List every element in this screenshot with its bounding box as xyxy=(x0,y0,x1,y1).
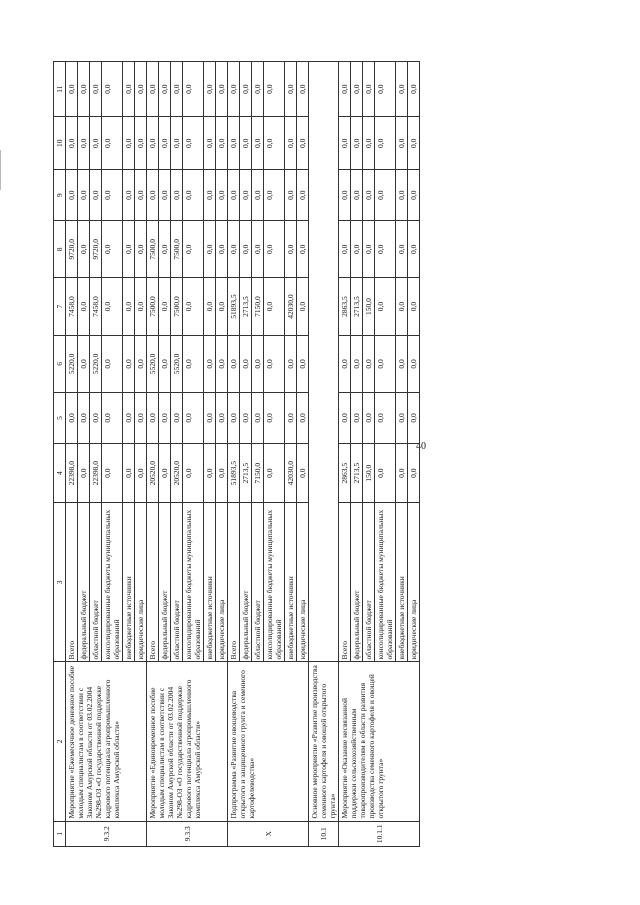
funding-source: юридические лица xyxy=(408,503,420,662)
value-cell: 0,0 xyxy=(240,62,252,117)
funding-source: федеральный бюджет xyxy=(351,503,363,662)
value-cell: 0,0 xyxy=(147,170,159,221)
value-cell: 0,0 xyxy=(264,221,285,278)
value-cell: 0,0 xyxy=(375,393,396,444)
section-code: 9.3.2 xyxy=(66,821,147,846)
value-cell: 7500,0 xyxy=(171,278,183,335)
section-title: Основное мероприятие «Развитие производства семенного картофеля и овощей открытого грунта» xyxy=(309,662,339,821)
value-cell: 9720,0 xyxy=(90,221,102,278)
value-cell: 0,0 xyxy=(123,62,135,117)
value-cell: 0,0 xyxy=(78,278,90,335)
value-cell: 0,0 xyxy=(216,278,228,335)
value-cell: 0,0 xyxy=(102,278,123,335)
value-cell: 0,0 xyxy=(228,170,240,221)
value-cell: 0,0 xyxy=(375,278,396,335)
value-cell: 0,0 xyxy=(159,117,171,170)
value-cell: 0,0 xyxy=(396,221,408,278)
value-cell: 0,0 xyxy=(183,278,204,335)
value-cell: 0,0 xyxy=(228,393,240,444)
page-number: 40 xyxy=(416,441,426,452)
value-cell: 0,0 xyxy=(264,278,285,335)
value-cell: 0,0 xyxy=(297,393,309,444)
value-cell: 0,0 xyxy=(204,221,216,278)
value-cell: 9720,0 xyxy=(66,221,78,278)
value-cell: 0,0 xyxy=(102,393,123,444)
value-cell: 0,0 xyxy=(78,443,90,502)
value-cell: 0,0 xyxy=(396,393,408,444)
funding-source: внебюджетные источники xyxy=(204,503,216,662)
value-cell: 0,0 xyxy=(147,117,159,170)
value-cell: 0,0 xyxy=(204,170,216,221)
value-cell: 7150,0 xyxy=(252,278,264,335)
value-cell: 0,0 xyxy=(264,170,285,221)
table-body xyxy=(54,62,420,847)
value-cell: 0,0 xyxy=(102,335,123,392)
value-cell: 0,0 xyxy=(297,278,309,335)
value-cell: 0,0 xyxy=(147,393,159,444)
section-title: Мероприятие «Ежемесячное денежное пособие молодым специалистам в соответствии с Законом Амурской области от 03.02.2004 №298-ОЗ «О государственной поддержке кадрового потенциала агропромышленного комплекса Амурской области» xyxy=(66,662,147,821)
value-cell: 0,0 xyxy=(159,443,171,502)
value-cell: 0,0 xyxy=(123,335,135,392)
funding-source: внебюджетные источники xyxy=(396,503,408,662)
value-cell: 0,0 xyxy=(285,62,297,117)
funding-source: консолидированные бюджеты муниципальных образований xyxy=(102,503,123,662)
value-cell: 5220,0 xyxy=(90,335,102,392)
value-cell: 0,0 xyxy=(159,221,171,278)
value-cell: 0,0 xyxy=(78,335,90,392)
table-row xyxy=(228,62,240,847)
value-cell: 0,0 xyxy=(135,278,147,335)
value-cell: 0,0 xyxy=(339,117,351,170)
value-cell: 0,0 xyxy=(408,170,420,221)
value-cell: 0,0 xyxy=(183,170,204,221)
value-cell: 0,0 xyxy=(252,393,264,444)
value-cell: 0,0 xyxy=(159,278,171,335)
value-cell: 7150,0 xyxy=(252,443,264,502)
value-cell: 0,0 xyxy=(363,62,375,117)
value-cell: 0,0 xyxy=(252,170,264,221)
value-cell: 0,0 xyxy=(252,221,264,278)
funding-source: Всего xyxy=(339,503,351,662)
header-cell: 10 xyxy=(54,117,66,170)
value-cell: 0,0 xyxy=(135,117,147,170)
value-cell: 0,0 xyxy=(228,221,240,278)
value-cell: 0,0 xyxy=(102,221,123,278)
value-cell: 0,0 xyxy=(297,62,309,117)
value-cell: 0,0 xyxy=(285,170,297,221)
value-cell: 0,0 xyxy=(339,393,351,444)
value-cell: 0,0 xyxy=(297,443,309,502)
value-cell: 0,0 xyxy=(216,443,228,502)
value-cell: 0,0 xyxy=(285,117,297,170)
value-cell: 5220,0 xyxy=(66,335,78,392)
value-cell: 0,0 xyxy=(351,335,363,392)
empty-cell xyxy=(309,62,339,662)
value-cell: 0,0 xyxy=(240,170,252,221)
value-cell: 0,0 xyxy=(375,62,396,117)
value-cell: 0,0 xyxy=(339,221,351,278)
value-cell: 0,0 xyxy=(159,335,171,392)
value-cell: 0,0 xyxy=(351,170,363,221)
value-cell: 42030,0 xyxy=(285,443,297,502)
header-cell: 3 xyxy=(54,503,66,662)
funding-source: консолидированные бюджеты муниципальных образований xyxy=(264,503,285,662)
section-row xyxy=(309,62,339,847)
value-cell: 0,0 xyxy=(375,170,396,221)
header-cell: 4 xyxy=(54,443,66,502)
value-cell: 0,0 xyxy=(339,335,351,392)
value-cell: 0,0 xyxy=(204,278,216,335)
value-cell: 0,0 xyxy=(297,170,309,221)
value-cell: 0,0 xyxy=(252,335,264,392)
rotated-table-container xyxy=(53,61,618,847)
value-cell: 0,0 xyxy=(216,117,228,170)
value-cell: 2713,5 xyxy=(240,443,252,502)
value-cell: 0,0 xyxy=(183,393,204,444)
value-cell: 0,0 xyxy=(123,221,135,278)
value-cell: 7500,0 xyxy=(147,278,159,335)
value-cell: 0,0 xyxy=(297,221,309,278)
table-row xyxy=(339,62,351,847)
value-cell: 0,0 xyxy=(396,117,408,170)
header-cell: 2 xyxy=(54,662,66,821)
value-cell: 0,0 xyxy=(264,62,285,117)
value-cell: 2713,5 xyxy=(351,278,363,335)
value-cell: 0,0 xyxy=(285,393,297,444)
value-cell: 0,0 xyxy=(123,170,135,221)
value-cell: 0,0 xyxy=(135,62,147,117)
value-cell: 0,0 xyxy=(375,443,396,502)
value-cell: 0,0 xyxy=(135,221,147,278)
value-cell: 51893,5 xyxy=(228,278,240,335)
value-cell: 0,0 xyxy=(183,335,204,392)
value-cell: 0,0 xyxy=(240,221,252,278)
value-cell: 0,0 xyxy=(204,62,216,117)
value-cell: 0,0 xyxy=(123,278,135,335)
value-cell: 0,0 xyxy=(408,443,420,502)
header-cell: 7 xyxy=(54,278,66,335)
value-cell: 0,0 xyxy=(102,170,123,221)
value-cell: 0,0 xyxy=(408,278,420,335)
value-cell: 0,0 xyxy=(66,393,78,444)
funding-source: федеральный бюджет xyxy=(78,503,90,662)
value-cell: 20520,0 xyxy=(147,443,159,502)
value-cell: 0,0 xyxy=(66,170,78,221)
funding-source: юридические лица xyxy=(297,503,309,662)
value-cell: 2863,5 xyxy=(339,443,351,502)
value-cell: 0,0 xyxy=(396,443,408,502)
value-cell: 0,0 xyxy=(351,393,363,444)
value-cell: 0,0 xyxy=(375,335,396,392)
value-cell: 0,0 xyxy=(408,62,420,117)
value-cell: 0,0 xyxy=(183,221,204,278)
value-cell: 150,0 xyxy=(363,443,375,502)
value-cell: 0,0 xyxy=(264,335,285,392)
value-cell: 0,0 xyxy=(204,443,216,502)
value-cell: 0,0 xyxy=(228,335,240,392)
section-code: 10.1.1 xyxy=(339,821,420,846)
value-cell: 7458,0 xyxy=(66,278,78,335)
funding-source: областной бюджет xyxy=(90,503,102,662)
value-cell: 0,0 xyxy=(216,221,228,278)
value-cell: 0,0 xyxy=(339,170,351,221)
value-cell: 2863,5 xyxy=(339,278,351,335)
value-cell: 0,0 xyxy=(183,62,204,117)
funding-source: внебюджетные источники xyxy=(123,503,135,662)
value-cell: 0,0 xyxy=(66,117,78,170)
value-cell: 0,0 xyxy=(135,443,147,502)
value-cell: 0,0 xyxy=(102,62,123,117)
section-title: Подпрограмма «Развитие овощеводства открытого и защищенного грунта и семенного картофелеводства» xyxy=(228,662,309,821)
value-cell: 0,0 xyxy=(363,221,375,278)
value-cell: 0,0 xyxy=(78,117,90,170)
value-cell: 0,0 xyxy=(216,335,228,392)
value-cell: 0,0 xyxy=(216,62,228,117)
header-cell: 5 xyxy=(54,393,66,444)
funding-source: областной бюджет xyxy=(171,503,183,662)
value-cell: 0,0 xyxy=(171,117,183,170)
value-cell: 0,0 xyxy=(396,335,408,392)
value-cell: 150,0 xyxy=(363,278,375,335)
funding-source: Всего xyxy=(66,503,78,662)
table-row xyxy=(66,62,78,847)
value-cell: 0,0 xyxy=(396,170,408,221)
header-row xyxy=(54,62,66,847)
value-cell: 0,0 xyxy=(123,393,135,444)
funding-source: Всего xyxy=(228,503,240,662)
value-cell: 0,0 xyxy=(408,221,420,278)
value-cell: 0,0 xyxy=(78,62,90,117)
funding-source: областной бюджет xyxy=(252,503,264,662)
section-code: 9.3.3 xyxy=(147,821,228,846)
value-cell: 0,0 xyxy=(297,117,309,170)
value-cell: 51893,5 xyxy=(228,443,240,502)
value-cell: 7458,0 xyxy=(90,278,102,335)
value-cell: 0,0 xyxy=(123,443,135,502)
value-cell: 0,0 xyxy=(351,62,363,117)
value-cell: 0,0 xyxy=(90,117,102,170)
value-cell: 0,0 xyxy=(204,393,216,444)
section-title: Мероприятие «Оказание несвязанной поддержки сельскохозяйственным товаропроизводителям в области развития производства семенного картофеля и овощей открытого грунта» xyxy=(339,662,420,821)
value-cell: 0,0 xyxy=(264,117,285,170)
value-cell: 0,0 xyxy=(240,393,252,444)
value-cell: 0,0 xyxy=(90,393,102,444)
header-cell: 11 xyxy=(54,62,66,117)
value-cell: 0,0 xyxy=(240,117,252,170)
value-cell: 0,0 xyxy=(102,443,123,502)
value-cell: 0,0 xyxy=(264,443,285,502)
value-cell: 2713,5 xyxy=(240,278,252,335)
funding-source: федеральный бюджет xyxy=(159,503,171,662)
funding-source: внебюджетные источники xyxy=(285,503,297,662)
value-cell: 0,0 xyxy=(351,117,363,170)
value-cell: 0,0 xyxy=(363,335,375,392)
value-cell: 0,0 xyxy=(264,393,285,444)
value-cell: 0,0 xyxy=(183,117,204,170)
value-cell: 0,0 xyxy=(252,62,264,117)
value-cell: 0,0 xyxy=(240,335,252,392)
value-cell: 0,0 xyxy=(135,335,147,392)
value-cell: 0,0 xyxy=(339,62,351,117)
funding-source: юридические лица xyxy=(216,503,228,662)
value-cell: 0,0 xyxy=(135,393,147,444)
value-cell: 0,0 xyxy=(396,278,408,335)
funding-source: консолидированные бюджеты муниципальных образований xyxy=(183,503,204,662)
funding-source: консолидированные бюджеты муниципальных образований xyxy=(375,503,396,662)
value-cell: 0,0 xyxy=(147,62,159,117)
value-cell: 0,0 xyxy=(363,393,375,444)
value-cell: 0,0 xyxy=(375,221,396,278)
value-cell: 5520,0 xyxy=(171,335,183,392)
value-cell: 7500,0 xyxy=(147,221,159,278)
value-cell: 0,0 xyxy=(90,170,102,221)
value-cell: 0,0 xyxy=(102,117,123,170)
value-cell: 0,0 xyxy=(135,170,147,221)
value-cell: 0,0 xyxy=(297,335,309,392)
value-cell: 0,0 xyxy=(408,393,420,444)
section-code: 10.1 xyxy=(309,821,339,846)
value-cell: 0,0 xyxy=(66,62,78,117)
value-cell: 7500,0 xyxy=(171,221,183,278)
value-cell: 0,0 xyxy=(159,62,171,117)
section-title: Мероприятие «Единовременное пособие молодым специалистам в соответствии с Законом Амурской области от 03.02.2004 №298-ОЗ «О государственной поддержке кадрового потенциала агропромышленного комплекса Амурской области» xyxy=(147,662,228,821)
table-row xyxy=(147,62,159,847)
header-cell: 1 xyxy=(54,821,66,846)
value-cell: 0,0 xyxy=(171,393,183,444)
value-cell: 0,0 xyxy=(216,393,228,444)
value-cell: 0,0 xyxy=(285,221,297,278)
value-cell: 42030,0 xyxy=(285,278,297,335)
value-cell: 0,0 xyxy=(123,117,135,170)
value-cell: 0,0 xyxy=(216,170,228,221)
funding-source: юридические лица xyxy=(135,503,147,662)
header-cell: 9 xyxy=(54,170,66,221)
value-cell: 0,0 xyxy=(252,117,264,170)
value-cell: 22398,0 xyxy=(90,443,102,502)
value-cell: 22398,0 xyxy=(66,443,78,502)
budget-table xyxy=(53,61,420,847)
value-cell: 20520,0 xyxy=(171,443,183,502)
section-code: X xyxy=(228,821,309,846)
value-cell: 0,0 xyxy=(171,170,183,221)
funding-source: федеральный бюджет xyxy=(240,503,252,662)
value-cell: 0,0 xyxy=(90,62,102,117)
value-cell: 0,0 xyxy=(78,170,90,221)
funding-source: Всего xyxy=(147,503,159,662)
value-cell: 0,0 xyxy=(204,335,216,392)
value-cell: 0,0 xyxy=(363,117,375,170)
value-cell: 0,0 xyxy=(228,117,240,170)
value-cell: 0,0 xyxy=(285,335,297,392)
scan-edge-mark xyxy=(0,150,1,190)
value-cell: 0,0 xyxy=(204,117,216,170)
value-cell: 0,0 xyxy=(396,62,408,117)
value-cell: 0,0 xyxy=(171,62,183,117)
value-cell: 0,0 xyxy=(375,117,396,170)
funding-source: областной бюджет xyxy=(363,503,375,662)
value-cell: 0,0 xyxy=(228,62,240,117)
value-cell: 0,0 xyxy=(159,393,171,444)
header-cell: 6 xyxy=(54,335,66,392)
value-cell: 0,0 xyxy=(78,221,90,278)
value-cell: 0,0 xyxy=(78,393,90,444)
header-cell: 8 xyxy=(54,221,66,278)
value-cell: 0,0 xyxy=(408,335,420,392)
value-cell: 5520,0 xyxy=(147,335,159,392)
value-cell: 0,0 xyxy=(408,117,420,170)
value-cell: 0,0 xyxy=(159,170,171,221)
value-cell: 0,0 xyxy=(183,443,204,502)
value-cell: 2713,5 xyxy=(351,443,363,502)
value-cell: 0,0 xyxy=(363,170,375,221)
value-cell: 0,0 xyxy=(351,221,363,278)
